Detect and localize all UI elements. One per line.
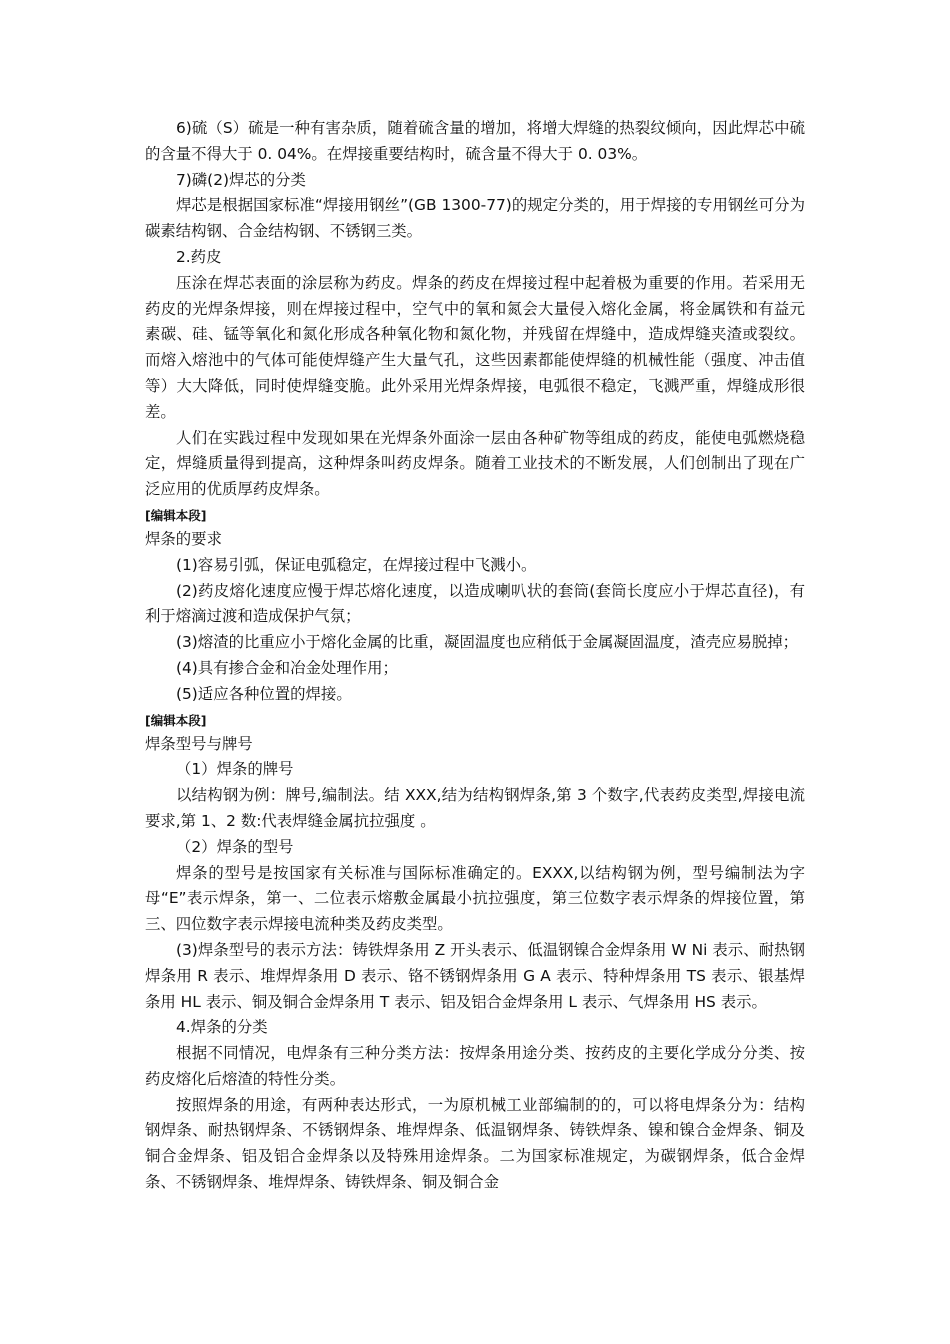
requirement-item: (5)适应各种位置的焊接。 bbox=[176, 684, 352, 703]
paragraph-classification-2: 按照焊条的用途，有两种表达形式，一为原机械工业部编制的的，可以将电焊条分为：结构钢焊条、耐热钢焊条、不锈钢焊条、堆焊焊条、低温钢焊条、铸铁焊条、镍和镍合金焊条、铜及铜合金焊条、铝及铝合金焊条以及特殊用途焊条。二为国家标准规定，为碳钢焊条，低合金焊条、不锈钢焊条、堆焊焊条、铸铁焊条、铜及铜合金 bbox=[145, 1095, 805, 1192]
paragraph-coating-1: 压涂在焊芯表面的涂层称为药皮。焊条的药皮在焊接过程中起着极为重要的作用。若采用无药皮的光焊条焊接，则在焊接过程中，空气中的氧和氮会大量侵入熔化金属，将金属铁和有益元素碳、硅、锰等氧化和氮化形成各种氧化物和氮化物，并残留在焊缝中，造成焊缝夹渣或裂纹。而熔入熔池中的气体可能使焊缝产生大量气孔，这些因素都能使焊缝的机械性能（强度、冲击值等）大大降低，同时使焊缝变脆。此外采用光焊条焊接，电弧很不稳定，飞溅严重，焊缝成形很差。 bbox=[145, 273, 805, 421]
requirement-item: (1)容易引弧，保证电弧稳定，在焊接过程中飞溅小。 bbox=[176, 555, 537, 574]
heading-coating: 2.药皮 bbox=[176, 247, 222, 266]
edit-section-link[interactable]: [编辑本段] bbox=[145, 507, 207, 523]
heading-classification: 4.焊条的分类 bbox=[176, 1018, 268, 1037]
requirement-item: (4)具有掺合金和冶金处理作用； bbox=[176, 658, 398, 677]
paragraph-type-notation: (3)焊条型号的表示方法：铸铁焊条用 Z 开头表示、低温钢镍合金焊条用 W Ni 表示、耐热钢焊条用 R 表示、堆焊焊条用 D 表示、铬不锈钢焊条用 G A 表示、特种焊条用 TS 表示、银基焊条用 HL 表示、铜及铜合金焊条用 T 表示、铝及铝合金焊条用 L 表示、气焊条用 HS 表示。 bbox=[145, 940, 805, 1011]
edit-section-link[interactable]: [编辑本段] bbox=[145, 712, 207, 728]
paragraph-sulfur: 6)硫（S）硫是一种有害杂质，随着硫含量的增加，将增大焊缝的热裂纹倾向，因此焊芯中硫的含量不得大于 0. 04%。在焊接重要结构时，硫含量不得大于 0. 03%。 bbox=[145, 119, 805, 163]
paragraph-core-classification: 焊芯是根据国家标准“焊接用钢丝”(GB 1300-77)的规定分类的，用于焊接的专用钢丝可分为碳素结构钢、合金结构钢、不锈钢三类。 bbox=[145, 196, 805, 241]
paragraph-classification-1: 根据不同情况，电焊条有三种分类方法：按焊条用途分类、按药皮的主要化学成分分类、按药皮熔化后熔渣的特性分类。 bbox=[145, 1044, 805, 1088]
document-page bbox=[145, 116, 805, 1196]
paragraph-brand: 以结构钢为例：牌号,编制法。结 XXX,结为结构钢焊条,第 3 个数字,代表药皮类型,焊接电流要求,第 1、2 数:代表焊缝金属抗拉强度 。 bbox=[145, 786, 805, 830]
heading-requirements: 焊条的要求 bbox=[145, 529, 222, 548]
requirement-item: (3)熔渣的比重应小于熔化金属的比重，凝固温度也应稍低于金属凝固温度，渣壳应易脱掉； bbox=[176, 633, 799, 652]
subheading-type: （2）焊条的型号 bbox=[176, 837, 294, 856]
paragraph-coating-2: 人们在实践过程中发现如果在光焊条外面涂一层由各种矿物等组成的药皮，能使电弧燃烧稳定，焊缝质量得到提高，这种焊条叫药皮焊条。随着工业技术的不断发展，人们创制出了现在广泛应用的优质厚药皮焊条。 bbox=[145, 428, 805, 499]
requirement-item: (2)药皮熔化速度应慢于焊芯熔化速度，以造成喇叭状的套筒(套筒长度应小于焊芯直径)，有利于熔滴过渡和造成保护气氛； bbox=[145, 581, 805, 626]
heading-model-and-brand: 焊条型号与牌号 bbox=[145, 734, 253, 753]
paragraph-type: 焊条的型号是按国家有关标准与国际标准确定的。EXXX,以结构钢为例，型号编制法为字母“E”表示焊条，第一、二位表示熔敷金属最小抗拉强度，第三位数字表示焊条的焊接位置，第三、四位数字表示焊接电流种类及药皮类型。 bbox=[145, 863, 805, 934]
subheading-brand: （1）焊条的牌号 bbox=[176, 760, 294, 779]
paragraph-phosphorus: 7)磷(2)焊芯的分类 bbox=[176, 170, 306, 189]
